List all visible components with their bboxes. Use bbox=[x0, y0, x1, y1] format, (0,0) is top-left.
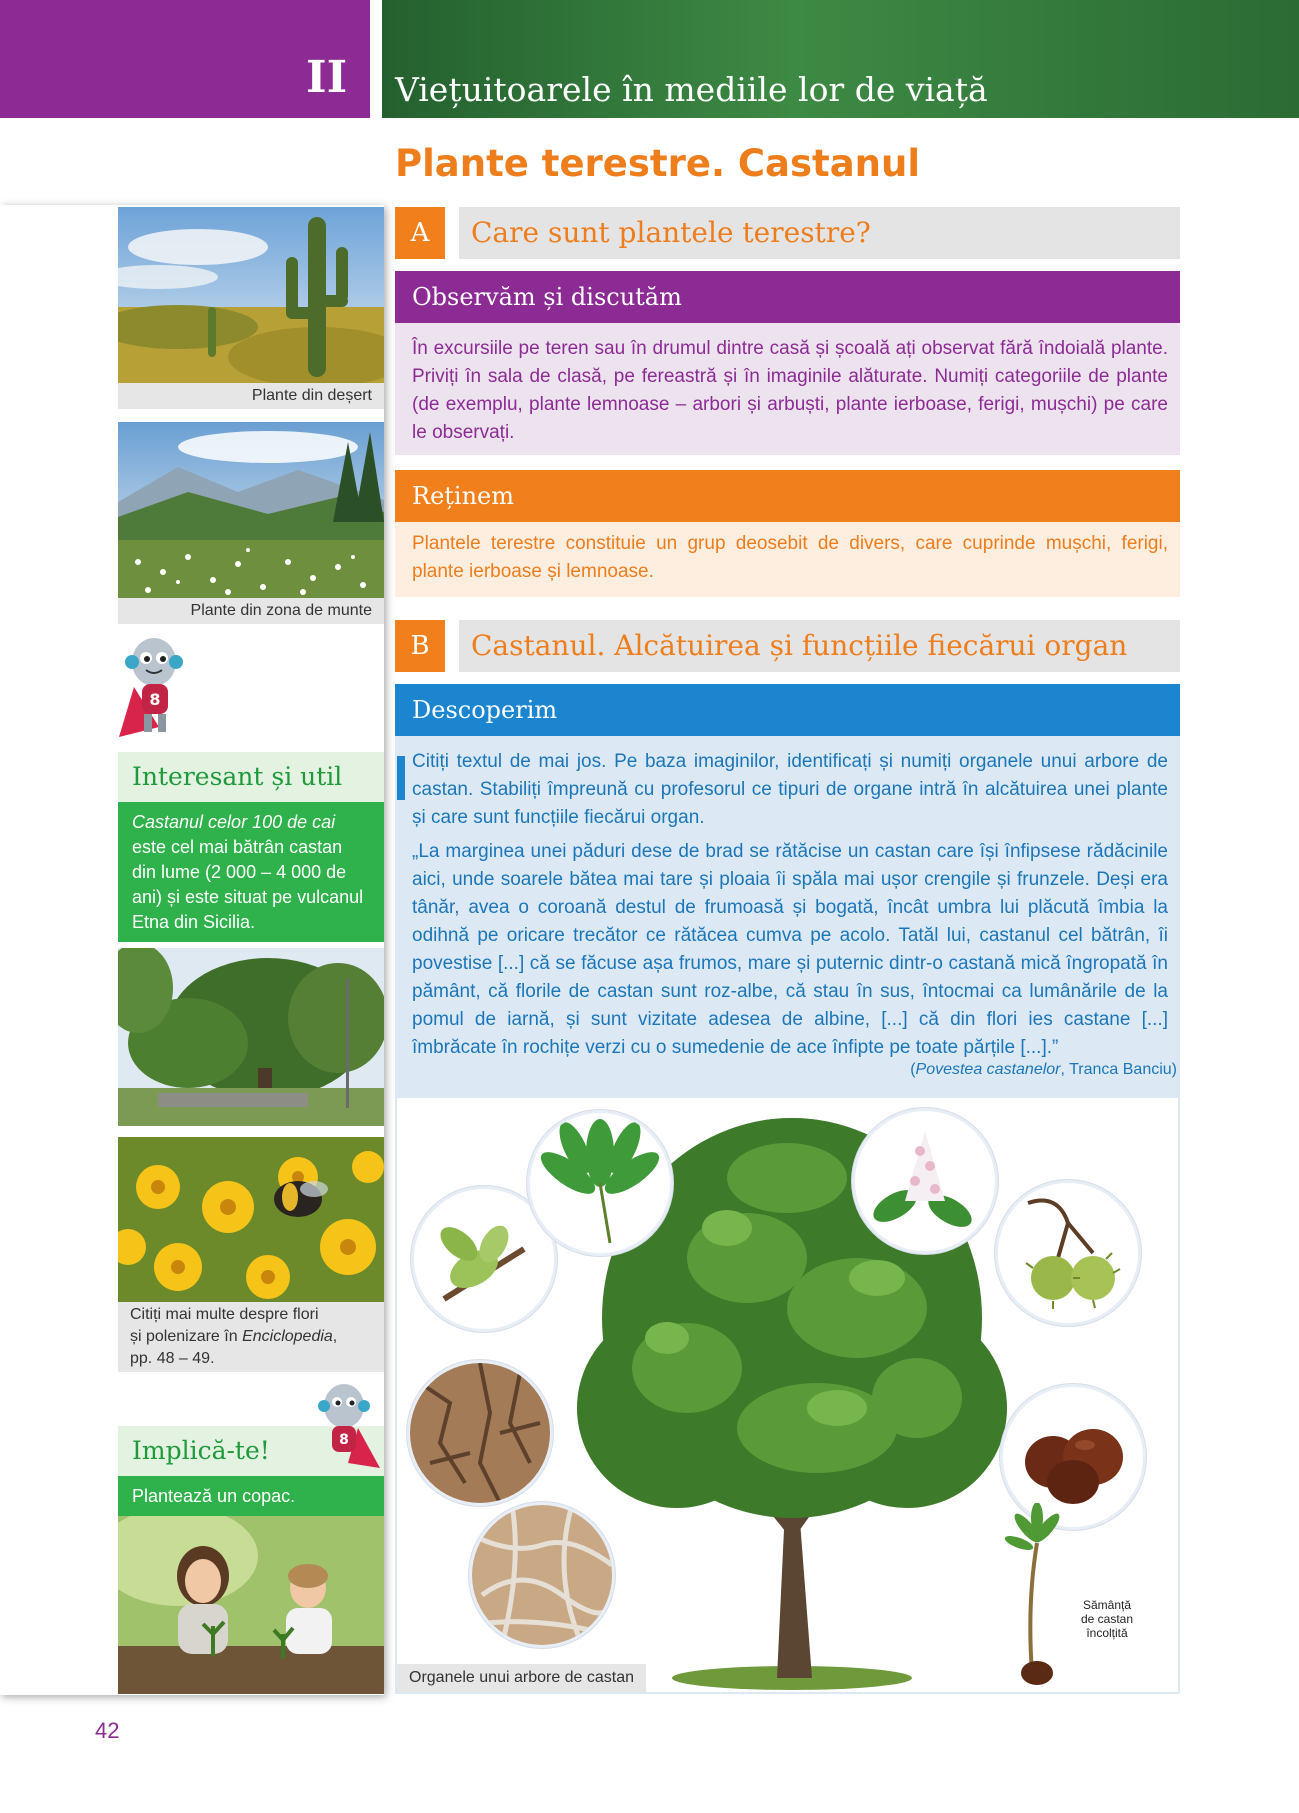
leaf-circle bbox=[527, 1110, 673, 1256]
old-chestnut-photo bbox=[118, 948, 384, 1126]
page-number: 42 bbox=[95, 1718, 120, 1743]
interesant-rest: este cel mai bătrân castan din lume (2 000 – 4 000 de ani) și este situat pe vulcanul Etna din Sicilia. bbox=[132, 837, 364, 932]
interesant-italic: Castanul celor 100 de cai bbox=[132, 812, 336, 832]
interesant-text bbox=[118, 802, 384, 942]
mountain-plants-photo bbox=[118, 422, 384, 598]
seedling-icon bbox=[997, 1503, 1067, 1688]
photo1-caption: Plante din deșert bbox=[251, 387, 372, 404]
desert-plants-photo bbox=[118, 207, 384, 383]
descoperim-instructions: Citiți textul de mai jos. Pe baza imaginilor, identificați și numiți organele unui arbore de castan. Stabiliți împreună cu profesorul ce tipuri de organe intră în alcătuirea unei plante și care sunt funcțiile fiecărui organ. bbox=[412, 751, 1168, 828]
quote-source-title: Povestea castanelor bbox=[915, 1061, 1061, 1078]
photo1-caption-box bbox=[118, 383, 384, 409]
bark-circle bbox=[407, 1360, 553, 1506]
robot-mascot-icon bbox=[114, 632, 194, 750]
bee-caption-line1: Citiți mai multe despre flori bbox=[130, 1306, 319, 1323]
seed-label bbox=[1067, 1598, 1147, 1640]
children-planting-photo bbox=[118, 1516, 384, 1694]
bee-caption-line3: pp. 48 – 49. bbox=[130, 1350, 215, 1367]
page-title: Plante terestre. Castanul bbox=[395, 142, 921, 185]
chestnut-figure bbox=[395, 1096, 1180, 1694]
bee-flowers-photo bbox=[118, 1137, 384, 1302]
retinem-text: Plantele terestre constituie un grup deosebit de divers, care cuprinde mușchi, ferigi, plante ierboase și lemnoase. bbox=[395, 522, 1180, 597]
roots-circle bbox=[469, 1502, 615, 1648]
seed-label-line2: de castan bbox=[1080, 1612, 1134, 1626]
retinem-heading: Reținem bbox=[395, 470, 1180, 522]
bee-caption bbox=[118, 1302, 384, 1372]
implica-text: Plantează un copac. bbox=[118, 1476, 384, 1516]
leaf-icon bbox=[530, 1113, 670, 1253]
section-b-letter: B bbox=[395, 620, 445, 672]
chapter-title: Viețuitoarele în mediile lor de viață bbox=[395, 70, 988, 109]
descoperim-quote: „La marginea unei păduri dese de brad se rătăcise un castan care își înfipsese rădăcinile aici, unde soarele bătea mai tare și ploaia îi spăla mai ușor crengile și frunzele. Deși era tânăr, avea o coroană destul de frumoasă și bogată, încât umbra lui plăcută îmbia la odihnă pe oricare trecător ce rătăcea cumva pe acolo. Tatăl lui, castanul cel bătrân, îi povestise [...] că se făcuse așa frumos, mare și puternic dintr-o castană mică îngropată în pământ, că florile de castan sunt roz-albe, că stau în sus, întocmai ca lumânările de la pomul de iarnă, și sunt vizitate adesea de albine, [...] că din flori ies castane [...] îmbrăcate în rochițe verzi cu o sumedenie de ace înfipte pe toate părțile [...].” bbox=[412, 841, 1168, 1058]
svg-text:8: 8 bbox=[339, 1432, 349, 1448]
bee-caption-comma: , bbox=[332, 1328, 338, 1345]
quote-source-author: , Tranca Banciu) bbox=[1060, 1061, 1177, 1078]
section-b-title: Castanul. Alcătuirea și funcțiile fiecărui organ bbox=[459, 620, 1180, 672]
svg-text:8: 8 bbox=[149, 690, 161, 709]
observam-heading: Observăm și discutăm bbox=[395, 271, 1180, 323]
flower-circle bbox=[852, 1108, 998, 1254]
bee-caption-line2 bbox=[130, 1326, 372, 1348]
figure-caption: Organele unui arbore de castan bbox=[397, 1664, 646, 1692]
section-a-letter: A bbox=[395, 207, 445, 259]
photo2-caption-box bbox=[118, 598, 384, 624]
implica-title: Implică-te! bbox=[118, 1426, 384, 1476]
seed-label-line3: încolțită bbox=[1086, 1626, 1128, 1640]
descoperim-heading: Descoperim bbox=[395, 684, 1180, 736]
chestnut-burr-icon bbox=[998, 1183, 1138, 1323]
robot-mascot-icon bbox=[308, 1378, 384, 1478]
interesant-title: Interesant și util bbox=[118, 752, 384, 802]
flower-icon bbox=[855, 1111, 995, 1251]
photo2-caption: Plante din zona de munte bbox=[190, 602, 372, 619]
roots-icon bbox=[472, 1505, 612, 1645]
enciclopedia-ref: Enciclopedia bbox=[242, 1328, 333, 1345]
bee-caption-line2-text: și polenizare în bbox=[130, 1328, 243, 1345]
chapter-number: II bbox=[306, 52, 348, 103]
bark-icon bbox=[410, 1363, 550, 1503]
observam-text: În excursiile pe teren sau în drumul dintre casă și școală ați observat fără îndoială plante. Priviți în sala de clasă, pe fereastră și în imaginile alăturate. Numiți categoriile de plante (de exemplu, plante lemnoase – arbori și arbuști, plante ierboase, ferigi, mușchi) pe care le observați. bbox=[395, 323, 1180, 455]
seed-label-line1: Sămânță bbox=[1082, 1598, 1132, 1612]
quote-source-open: ( bbox=[910, 1061, 916, 1078]
section-a-title: Care sunt plantele terestre? bbox=[459, 207, 1180, 259]
quote-source bbox=[910, 1061, 1177, 1079]
chestnut-burr-circle bbox=[995, 1180, 1141, 1326]
